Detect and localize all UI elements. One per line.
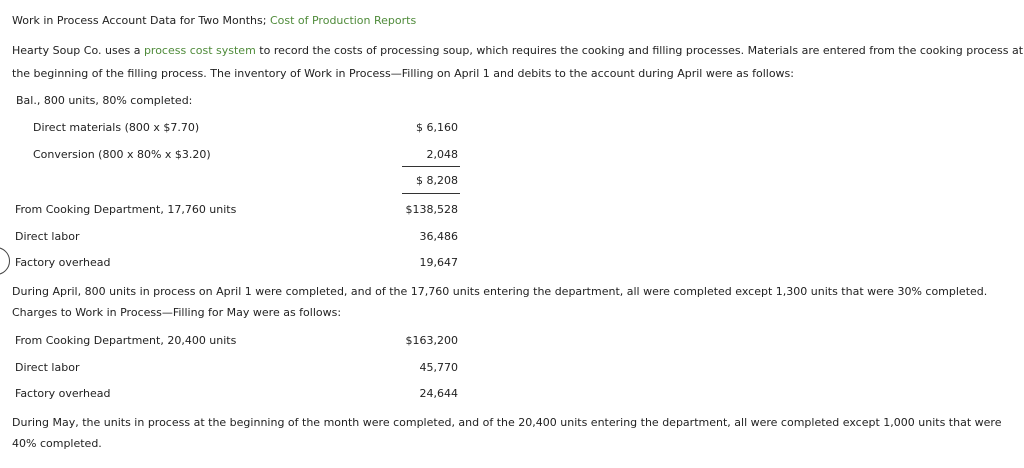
conversion-value: 2,048 xyxy=(426,148,458,161)
intro-line-1 xyxy=(12,44,1023,58)
cost-of-production-reports-link[interactable]: Cost of Production Reports xyxy=(269,14,417,27)
may-factory-overhead-label: Factory overhead xyxy=(15,387,111,400)
april-factory-overhead-label: Factory overhead xyxy=(15,256,111,269)
may-factory-overhead-value: 24,644 xyxy=(419,387,458,400)
april-direct-labor-label: Direct labor xyxy=(15,230,80,243)
title-text: Work in Process Account Data for Two Months; xyxy=(12,14,270,27)
subtotal-rule xyxy=(402,166,460,167)
direct-materials-value: $ 6,160 xyxy=(416,121,458,134)
intro-line-2: the beginning of the filling process. The inventory of Work in Process—Filling on April 1 and debits to the account during April were as follows: xyxy=(12,67,794,80)
april-from-cooking-label: From Cooking Department, 17,760 units xyxy=(15,203,237,216)
intro-text-part1: Hearty Soup Co. uses a xyxy=(12,44,144,57)
total-rule xyxy=(402,193,460,194)
margin-circle-marker xyxy=(0,247,10,275)
direct-materials-label: Direct materials (800 x $7.70) xyxy=(33,121,200,134)
may-from-cooking-value: $163,200 xyxy=(405,334,458,347)
process-cost-system-link[interactable]: process cost system xyxy=(143,44,256,57)
april-narrative-line-2: Charges to Work in Process—Filling for May were as follows: xyxy=(12,306,342,319)
april-direct-labor-value: 36,486 xyxy=(419,230,458,243)
april-narrative-line-1: During April, 800 units in process on April 1 were completed, and of the 17,760 units entering the department, all were completed except 1,300 units that were 30% completed. xyxy=(12,285,988,298)
balance-label: Bal., 800 units, 80% completed: xyxy=(16,94,193,107)
may-narrative-line-1: During May, the units in process at the beginning of the month were completed, and of the 20,400 units entering the department, all were completed except 1,000 units that were xyxy=(12,416,1002,429)
page-title xyxy=(12,14,416,28)
balance-total-value: $ 8,208 xyxy=(416,174,458,187)
intro-text-part2: to record the costs of processing soup, which requires the cooking and filling processes. Materials are entered from the cooking process at xyxy=(255,44,1024,57)
may-narrative-line-2: 40% completed. xyxy=(12,437,102,450)
april-from-cooking-value: $138,528 xyxy=(405,203,458,216)
conversion-label: Conversion (800 x 80% x $3.20) xyxy=(33,148,211,161)
april-factory-overhead-value: 19,647 xyxy=(419,256,458,269)
may-direct-labor-value: 45,770 xyxy=(419,361,458,374)
may-direct-labor-label: Direct labor xyxy=(15,361,80,374)
may-from-cooking-label: From Cooking Department, 20,400 units xyxy=(15,334,237,347)
